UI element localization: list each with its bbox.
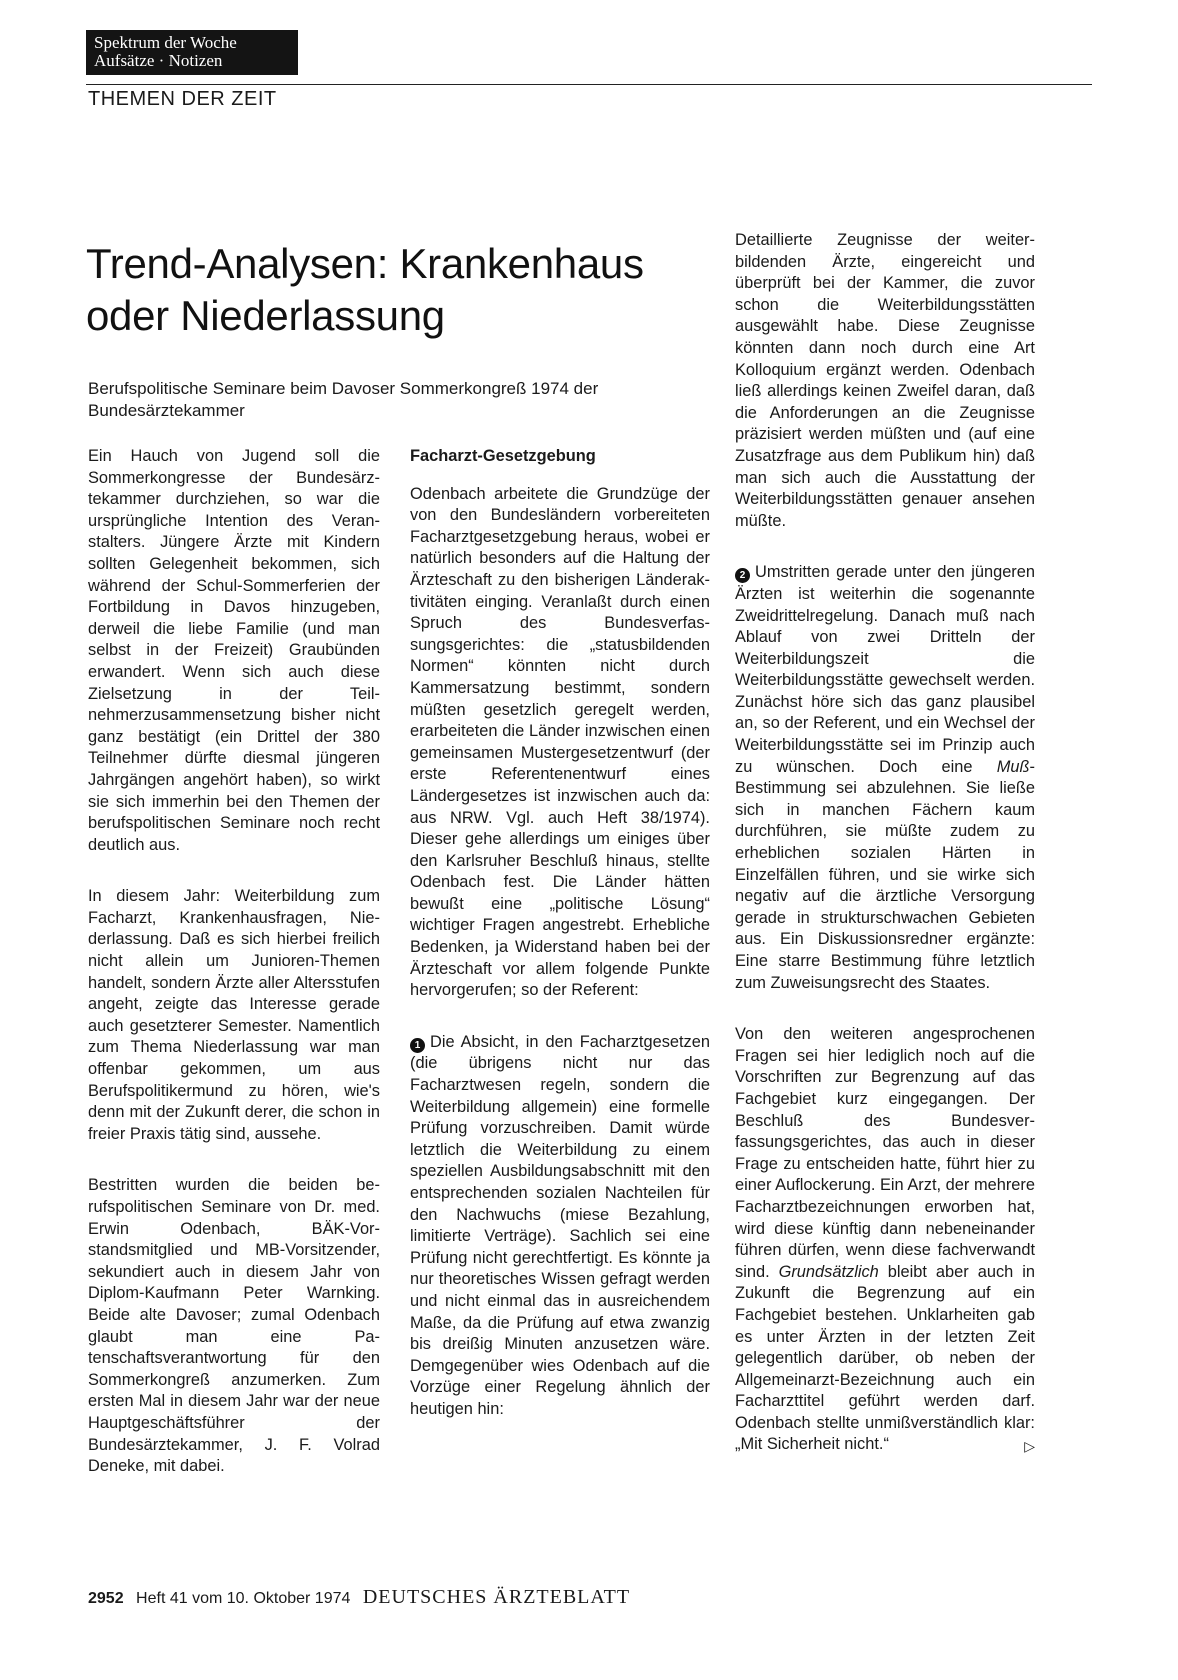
issue-info: Heft 41 vom 10. Oktober 1974 xyxy=(136,1590,351,1607)
header-rule xyxy=(86,84,1092,85)
col3-paragraph-3 xyxy=(735,1024,1035,1456)
column-2 xyxy=(410,446,710,1421)
publication-name: DEUTSCHES ÄRZTEBLATT xyxy=(362,1586,631,1608)
col2-paragraph-2-text: Die Absicht, in den Facharztgesetzen (die übrigens nicht nur das Facharztwesen regeln, sondern die Weiterbildung allgemein) eine formelle Prüfung vorzuschreiben. Damit würde letztlich die Weiterbildung zu einem speziellen Ausbildungsabschnitt mit den entsprechenden sozialen Nachteilen für den Nachwuchs (miese Bezahlung, limitierte Verträge). Sachlich sei eine Prüfung nicht gerechtfertigt. Es könnte ja nur theoretisches Wissen gefragt werden und nicht einmal das in ausreichendem Maße, da die Prüfung auf etwa zwanzig bis dreißig Minuten anzusetzen wäre. Demgegenüber wies Odenbach auf die Vorzüge einer Regelung ähnlich der heutigen hin: xyxy=(410,1032,710,1418)
section-badge xyxy=(86,30,298,75)
article-subtitle: Berufspolitische Seminare beim Davoser Sommerkongreß 1974 der Bundesärztekammer xyxy=(88,379,599,420)
section-kicker: THEMEN DER ZEIT xyxy=(88,88,277,110)
column-1 xyxy=(88,446,380,1478)
numbered-bullet-1: 1 xyxy=(410,1038,425,1053)
col3-paragraph-2 xyxy=(735,562,1035,994)
col2-paragraph-1: Odenbach arbeitete die Grundzüge der von den Bundesländern vorbereiteten Facharztgesetzgebung heraus, wobei er natürlich besonders auf die Haltung der Ärzteschaft zu den bisherigen Länderaktivitäten einging. Veranlaßt durch einen Spruch des Bundesverfassungsgerichtes: die „statusbildenden Normen“ könnten nicht durch Kammersatzung bestimmt, sondern müßten gesetzlich geregelt werden, erarbeiteten die Länder inzwischen einen gemeinsamen Mustergesetzentwurf (der erste Referentenentwurf eines Ländergesetzes ist inzwischen auch da: aus NRW. Vgl. auch Heft 38/1974). Dieser gehe allerdings um einiges über den Karlsruher Beschluß hinaus, stellte Odenbach fest. Die Länder hätten bewußt eine „politische Lösung“ wichtiger Fragen angestrebt. Erhebliche Bedenken, ja Widerstand haben bei der Ärzteschaft vor allem folgende Punkte hervorgerufen; so der Referent: xyxy=(410,484,710,1000)
col1-paragraph-2: In diesem Jahr: Weiterbildung zum Facharzt, Krankenhausfragen, Niederlassung. Daß es sich hierbei freilich nicht allein um Junioren-Themen handelt, sondern Ärzte aller Altersstufen angeht, zeigte das Interesse gerade auch gesetzterer Semester. Namentlich zum Thema Niederlassung war man offenbar gekommen, um aus Berufspolitikermund zu hören, wie's denn mit der Zukunft derer, die schon in freier Praxis tätig sind, aussehe. xyxy=(88,887,380,1143)
section-badge-line2: Aufsätze · Notizen xyxy=(94,51,223,70)
col3-paragraph-3-emphasis: Grundsätzlich xyxy=(778,1262,879,1281)
section-badge-line1: Spektrum der Woche xyxy=(94,33,237,52)
col1-paragraph-3: Bestritten wurden die beiden berufspolitischen Seminare von Dr. med. Erwin Odenbach, BÄK-Vorstandsmitglied und MB-Vorsitzender, sekundiert auch in diesem Jahr von Diplom-Kaufmann Peter Warnking. Beide alte Davoser; zumal Odenbach glaubt man eine Patenschaftsverantwortung für den Sommerkongreß anzumerken. Zum ersten Mal in diesem Jahr war der neue Hauptgeschäftsführer der Bundesärztekammer, J. F. Volrad Deneke, mit dabei. xyxy=(88,1176,380,1476)
col3-paragraph-3-text-a: Von den weiteren angesprochenen Fragen sei hier lediglich noch auf die Vorschriften zur Begrenzung auf das Fachgebiet kurz eingegangen. Der Beschluß des Bundesverfassungsgerichtes, das auch in dieser Frage zu entscheiden hatte, führt hier zu einer Auflockerung. Ein Arzt, der mehrere Facharztbezeichnungen erworben hat, wird diese künftig dann nebeneinander führen dürfen, wenn diese fachverwandt sind. xyxy=(735,1025,1035,1281)
page-number: 2952 xyxy=(88,1590,124,1607)
col3-paragraph-2-text-a: Umstritten gerade unter den jüngeren Ärzten ist weiterhin die sogenannte Zweidrittelregelung. Danach muß nach Ablauf von zwei Dritteln der Weiterbildungszeit die Weiterbildungsstätte gewechselt werden. Zunächst höre sich das ganz plausibel an, so der Referent, und ein Wechsel der Weiterbildungsstätte sei im Prinzip auch zu wünschen. Doch eine xyxy=(735,563,1035,776)
col1-paragraph-1: Ein Hauch von Jugend soll die Sommerkongresse der Bundesärztekammer durchziehen, so war die ursprüngliche Intention des Veranstalters. Jüngere Ärzte mit Kindern sollten Gelegenheit bekommen, sich während der Schul-Sommerferien der Fortbildung in Davos hinzugeben, derweil die liebe Familie (und man selbst in der Freizeit) Graubünden erwandert. Wenn sich auch diese Zielsetzung in der Teilnehmerzusammensetzung bisher nicht ganz bestätigt (ein Drittel der 380 Teilnehmer dürfte diesmal jüngeren Jahrgängen angehört haben), so wirkt sie sich immerhin bei den Themen der berufspolitischen Seminare noch recht deutlich aus. xyxy=(88,447,380,854)
article-title: Trend-Analysen: Krankenhaus oder Niederlassung xyxy=(86,240,644,339)
numbered-bullet-2: 2 xyxy=(735,568,750,583)
col3-paragraph-2-text-b: -Bestimmung sei abzulehnen. Sie ließe sich in manchen Fächern kaum durchführen, sie müßte zudem zu erheblichen sozialen Härten in Einzelfällen führen, und sie wirke sich negativ auf die ärztliche Versorgung gerade in strukturschwachen Gebieten aus. Ein Diskussionsredner ergänzte: Eine starre Bestimmung führe letztlich zum Zuweisungsrecht des Staates. xyxy=(735,757,1035,992)
section-heading-facharzt: Facharzt-Gesetzgebung xyxy=(410,447,596,465)
col3-paragraph-2-emphasis: Muß xyxy=(996,757,1030,776)
page-footer xyxy=(88,1586,630,1609)
col3-paragraph-1: Detaillierte Zeugnisse der weiterbildenden Ärzte, eingereicht und überprüft bei der Kammer, die zuvor schon die Weiterbildungsstätten ausgewählt habe. Diese Zeugnisse könnten dann noch durch eine Art Kolloquium ergänzt werden. Odenbach ließ allerdings keinen Zweifel daran, daß die Anforderungen an die Zeugnisse präzisiert werden müßten und (auf eine Zusatzfrage aus dem Publikum hin) daß man sich auch die Ausstattung der Weiterbildungsstätten genauer ansehen müßte. xyxy=(735,231,1035,530)
continue-arrow-icon: ▷ xyxy=(1024,1438,1035,1455)
col2-paragraph-2 xyxy=(410,1032,710,1421)
column-3 xyxy=(735,230,1035,1458)
col3-paragraph-3-text-b: bleibt aber auch in Zukunft die Begrenzung auf ein Fachgebiet bestehen. Unklarheiten gab es unter Ärzten in der letzten Zeit gelegentlich darüber, ob neben der Allgemeinarzt-Bezeichnung auch ein Facharzttitel geführt werden darf. Odenbach stellte unmißverständlich klar: „Mit Sicherheit nicht.“ xyxy=(735,1262,1035,1454)
